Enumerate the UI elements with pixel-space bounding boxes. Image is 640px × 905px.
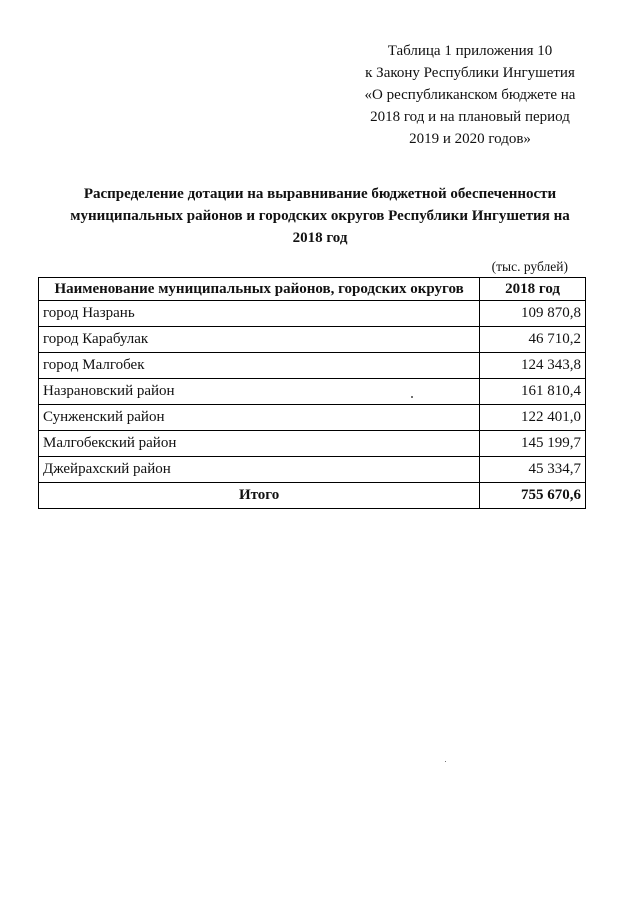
total-row	[39, 483, 586, 509]
table-row	[39, 301, 586, 327]
column-header-name: Наименование муниципальных районов, городских округов	[39, 278, 480, 301]
header-line: Таблица 1 приложения 10	[387, 43, 553, 59]
row-name: Джейрахский район	[39, 457, 480, 483]
table-row	[39, 431, 586, 457]
table-row	[39, 327, 586, 353]
header-line: к Закону Республики Ингушетия	[365, 65, 575, 81]
row-name: Малгобекский район	[39, 431, 480, 457]
row-name: Сунженский район	[39, 405, 480, 431]
row-name: город Назрань	[39, 301, 480, 327]
units-label: (тыс. рублей)	[491, 259, 568, 274]
title-line: муниципальных районов и городских округов Республики Ингушетия на	[70, 208, 570, 224]
header-line: 2018 год и на плановый период	[370, 109, 570, 125]
scan-speck	[445, 761, 446, 762]
header-line: «О республиканском бюджете на	[364, 87, 576, 103]
title-line: Распределение дотации на выравнивание бюджетной обеспеченности	[83, 186, 557, 202]
table-row	[39, 353, 586, 379]
row-name: город Малгобек	[39, 353, 480, 379]
total-value: 755 670,6	[480, 483, 586, 509]
distribution-table	[38, 277, 586, 509]
table-row	[39, 457, 586, 483]
table-row	[39, 405, 586, 431]
column-header-year: 2018 год	[480, 278, 586, 301]
title-line: 2018 год	[292, 230, 348, 246]
appendix-header	[340, 40, 600, 150]
row-value: 124 343,8	[480, 353, 586, 379]
row-name: город Карабулак	[39, 327, 480, 353]
scan-speck	[411, 396, 413, 398]
table-row	[39, 379, 586, 405]
row-value: 109 870,8	[480, 301, 586, 327]
table-header-row	[39, 278, 586, 301]
row-name: Назрановский район	[39, 379, 480, 405]
row-value: 46 710,2	[480, 327, 586, 353]
row-value: 145 199,7	[480, 431, 586, 457]
row-value: 122 401,0	[480, 405, 586, 431]
total-label: Итого	[39, 483, 480, 509]
document-title	[60, 183, 580, 249]
header-line: 2019 и 2020 годов»	[409, 131, 531, 147]
row-value: 161 810,4	[480, 379, 586, 405]
row-value: 45 334,7	[480, 457, 586, 483]
